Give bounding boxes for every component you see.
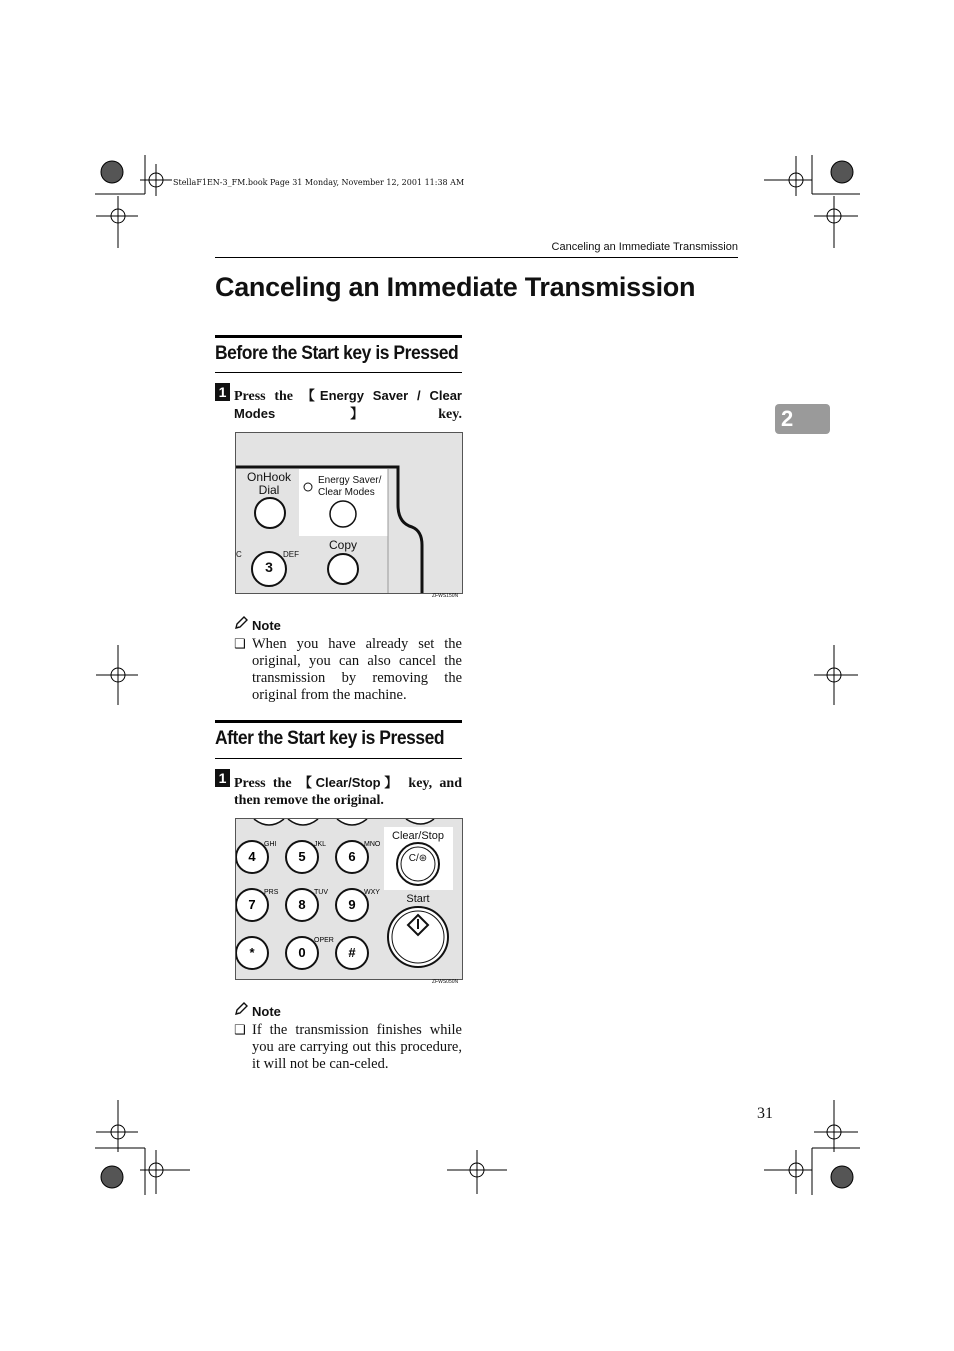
keypad-key-star [236,937,268,969]
keypad-letters: TUV [314,889,328,896]
step-text-pre: Press the [234,389,302,404]
key-3-digit: 3 [265,559,273,575]
note-bullet: ❑ [234,637,246,652]
section-rule [215,758,462,759]
keypad-digit: 6 [348,849,356,864]
section-bar [215,720,462,723]
note-text: When you have already set the original, you can also cancel the transmission by removing the original from the machine. [252,636,462,703]
pencil-icon [234,1002,250,1016]
note-bullet: ❑ [234,1023,246,1038]
abc-letters-partial: C [236,550,242,559]
keypad-digit: 8 [298,897,306,912]
onhook-label: OnHook [246,470,292,484]
keypad-digit: 5 [298,849,306,864]
clear-stop-key-face: C/⊛ [408,853,428,864]
keypad-digit: 9 [348,897,356,912]
def-letters: DEF [283,550,299,559]
running-head: Canceling an Immediate Transmission [551,241,738,253]
keypad-letters: GHI [264,841,277,848]
section-title-before-start: Before the Start key is Pressed [215,343,459,364]
step-instruction [234,774,462,809]
panel-illustration [236,433,462,593]
page-number: 31 [757,1105,773,1122]
keypad-letters: JKL [314,841,327,848]
keypad-letters: MNO [364,841,381,848]
clear-stop-key-name: 【Clear/Stop】 [298,775,402,790]
section-rule [215,372,462,373]
start-label: Start [406,893,430,905]
figure-code: ZFWS150N [432,593,459,599]
keypad-letters: WXY [364,889,380,896]
energy-saver-button [330,501,356,527]
keypad-key-hash [336,937,368,969]
keypad-key-9 [336,889,380,921]
keypad-digit: 7 [248,897,256,912]
book-info-line: StellaF1EN-3_FM.book Page 31 Monday, November 12, 2001 11:38 AM [173,178,465,187]
keypad-key-5 [286,841,326,873]
keypad-digit: * [249,945,255,960]
step-text-post: key. [438,407,462,422]
figure-keypad-panel [235,818,463,980]
keypad-letters: PRS [264,889,279,896]
note-heading: Note [252,1004,281,1019]
keypad-digit: # [348,945,356,960]
figure-energy-saver-panel [235,432,463,594]
clear-stop-label: Clear/Stop [392,830,444,842]
keypad-digit: 0 [298,945,306,960]
chapter-tab: 2 [775,404,830,434]
step-instruction [234,387,462,423]
section-title-after-start: After the Start key is Pressed [215,728,445,749]
energy-saver-key-name: 【Energy Saver / Clear Modes】 [234,388,462,421]
clear-modes-label: Clear Modes [318,487,375,498]
note-text: If the transmission finishes while you are carrying out this procedure, it will not be can-celed. [252,1022,462,1072]
energy-saver-indicator [304,483,312,491]
figure-code: ZFWS050N [432,979,459,985]
step-text-pre: Press the [234,776,299,791]
keypad-letters: OPER [314,937,334,944]
step-number: 1 [215,383,230,401]
keypad-key-8 [286,889,328,921]
header-rule [215,257,738,258]
keypad-key-6 [336,841,381,873]
keypad-key-0 [286,937,334,969]
note-heading: Note [252,618,281,633]
section-bar [215,335,462,338]
keypad-key-4 [236,841,277,873]
page-title: Canceling an Immediate Transmission [215,272,696,302]
keypad-illustration [236,819,462,979]
copy-button [328,554,358,584]
step-number: 1 [215,769,230,787]
step-text-post: key, and then remove the original. [234,776,462,808]
pencil-icon [234,616,250,630]
keypad-digit: 4 [248,849,256,864]
copy-label: Copy [328,538,358,552]
dial-label: Dial [258,483,280,497]
keypad-key-7 [236,889,279,921]
onhook-dial-button [255,498,285,528]
energy-saver-label: Energy Saver/ [318,475,382,486]
